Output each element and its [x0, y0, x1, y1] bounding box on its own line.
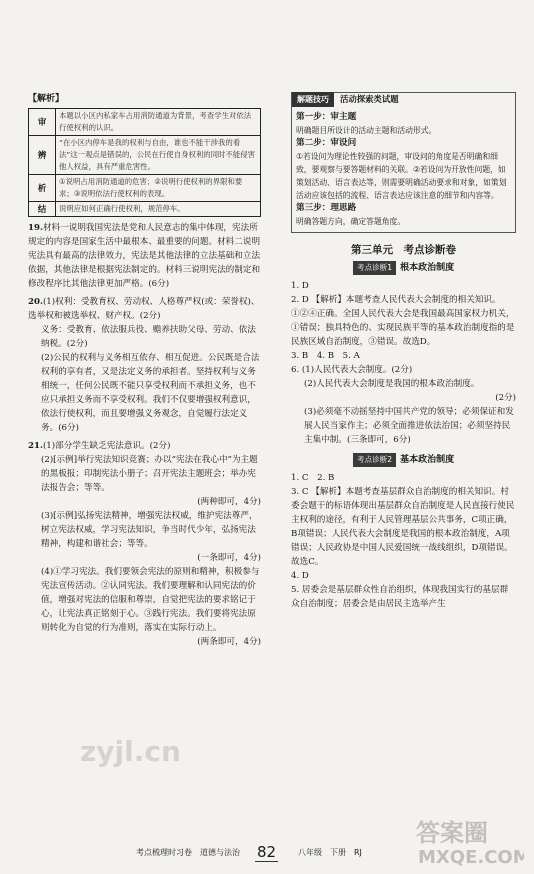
- answer-text: (4)①学习宪法。我们要领会宪法的原则和精神，积极参与宪法宣传活动。②认同宪法。我们要理解和认同宪法的价值，增强对宪法的信服和尊崇，自觉把宪法的要求铭记于心，让宪法真正铭刻于心。③践行宪法。我们要将宪法原则转化为自觉的行为准则，落实在实际行动上。: [41, 567, 260, 633]
- tip-tag: 解题技巧: [292, 92, 334, 107]
- tip-box: [291, 92, 516, 233]
- answer-text: 3. B 4. B 5. A: [291, 351, 360, 361]
- answer-text: 3. C 【解析】本题考查基层群众自治制度的相关知识。村委会题干的标语体现出基层群众自治制度是人民直接行使民主权利的途径，有利于人民管理基层公共事务，C项正确，B项错误；人民代表大会制度是我国的根本政治制度，A项错误；人民政协是中国人民爱国统一战线组织，D项错误。故选C。: [291, 487, 515, 567]
- section-tag: 考点诊断1: [353, 261, 396, 275]
- site-logo: [414, 815, 524, 870]
- section-title: 基本政治制度: [400, 455, 455, 465]
- table-value: 说明应如何正确行使权利，规范停车。: [56, 202, 261, 217]
- analysis-table: [28, 108, 261, 217]
- left-column: [28, 92, 261, 649]
- tip-title: 活动探索类试题: [340, 94, 399, 104]
- table-key: 结: [29, 202, 56, 217]
- table-value: “在小区内停车是我的权利与自由，谁也不能干涉我的看法”这一观点是错误的，公民在行使自身权利的同时不能侵害他人权益，具有严重危害性。: [56, 136, 261, 175]
- score-note: (一条即可，4分): [197, 553, 261, 563]
- answer-20: [28, 295, 261, 435]
- answer-text: 4. D: [291, 571, 309, 581]
- answer-text: (2)[示例]举行宪法知识竞赛；办以“宪法在我心中”为主题的黑板报；印制宪法小册子；召开宪法主题班会；举办宪法报告会；等等。: [41, 455, 258, 493]
- answer-text: 5. 居委会是基层群众性自治组织，体现我国实行的基层群众自治制度；居委会是由居民主选举产生: [291, 585, 509, 609]
- answer-19: [28, 221, 261, 291]
- svg-text:MXQE.COM: MXQE.COM: [418, 847, 524, 868]
- section-title: 根本政治制度: [400, 263, 455, 273]
- tip-step: 第二步：审设问: [296, 138, 357, 148]
- unit-title: 第三单元 考点诊断卷: [351, 244, 456, 256]
- answer-text: (3)[示例]弘扬宪法精神，增强宪法权威，维护宪法尊严，树立宪法权威，学习宪法知识，争当时代少年，弘扬宪法精神，构建和谐社会；等等。: [41, 511, 258, 549]
- footer-title: 考点梳理时习卷 道德与法治: [136, 848, 240, 857]
- score-note: (两条即可，4分): [197, 637, 261, 647]
- answer-21: [28, 439, 261, 649]
- tip-step: 第一步：审主题: [296, 112, 357, 122]
- score-note: (2分): [495, 393, 516, 403]
- answer-text: 义务：受教育、依法服兵役、赡养扶助父母、劳动、依法纳税。(2分): [41, 325, 256, 349]
- answer-text: (3)必须毫不动摇坚持中国共产党的领导；必须保证和发展人民当家作主；必须全面推进依法治国；必须坚持民主集中制。(三条即可，6分): [304, 407, 514, 445]
- tip-text: ①若设问为理论性较强的问题，审设问的角度是否明确和细致，要观察与要答题材料的关联。②若设问为开放性问题，如策划活动、语言表达等，则需要明确活动要求和对象，如策划活动应该包括的流程、语言表达应该注意的细节和内容等。: [296, 152, 507, 200]
- tip-step: 第三步：理思路: [296, 203, 357, 213]
- tip-text: 明确答题方向，确定答题角度。: [296, 217, 406, 226]
- table-key: 辨: [29, 136, 56, 175]
- watermark-text: zyjl.cn: [80, 735, 181, 768]
- question-number: 20.: [28, 297, 43, 307]
- table-value: 本题以小区内私家车占用消防通道为背景，考查学生对依法行使权利的认识。: [56, 109, 261, 136]
- table-key: 析: [29, 175, 56, 202]
- section-heading: [291, 261, 516, 275]
- answer-text: (2)公民的权利与义务相互依存、相互促进。公民既是合法权利的享有者，又是法定义务的承担者。坚持权利与义务相统一，任何公民既不能只享受权利而不承担义务，也不应只承担义务而不享受权利。我们不仅要增强权利意识，依法行使权利，而且要增强义务观念，自觉履行法定义务。(6分): [41, 353, 260, 433]
- answer-text: 1. D: [291, 281, 309, 291]
- table-row: [29, 202, 261, 217]
- answer-text: 1. C 2. B: [291, 473, 335, 483]
- question-number: 19.: [28, 223, 43, 233]
- question-number: 21.: [28, 441, 43, 451]
- svg-text:答案圈: 答案圈: [416, 819, 488, 847]
- footer-grade: 八年级 下册 RJ: [298, 848, 362, 857]
- analysis-title: 【解析】: [28, 94, 65, 104]
- section-heading: [291, 453, 516, 467]
- answer-text: 2. D 【解析】本题考查人民代表大会制度的相关知识。①②④正确。全国人民代表大会是我国最高国家权力机关，①错误；独具特色的、实现民族平等的基本政治制度指的是民族区域自治制度，③错误。故选D。: [291, 295, 515, 347]
- logo-graphic: [414, 815, 524, 870]
- tip-header: [292, 92, 515, 107]
- table-row: [29, 136, 261, 175]
- tip-text: 明确题目所设计的活动主题和活动形式。: [296, 126, 437, 135]
- table-row: [29, 109, 261, 136]
- answer-text: 材料一说明我国宪法是党和人民意志的集中体现，宪法所规定的内容是国家生活中最根本、最重要的问题。材料二说明宪法具有最高的法律效力，宪法是其他法律的立法基础和立法依据，其他法律是根据宪法制定的。材料三说明宪法的制定和修改程序比其他法律更加严格。(6分): [28, 223, 261, 289]
- answer-text: (1)部分学生缺乏宪法意识。(2分): [42, 441, 171, 451]
- table-value: ①说明占用消防通道的危害；②说明行使权利的界限和要求；③说明依法行使权利的表现。: [56, 175, 261, 202]
- section-tag: 考点诊断2: [353, 453, 396, 467]
- answer-text: 6. (1)人民代表大会制度。(2分): [291, 365, 413, 375]
- table-key: 审: [29, 109, 56, 136]
- table-row: [29, 175, 261, 202]
- answer-text: (2)人民代表大会制度是我国的根本政治制度。: [304, 379, 480, 389]
- score-note: (两种即可，4分): [197, 497, 261, 507]
- answer-text: (1)权利：受教育权、劳动权、人格尊严权(或：荣誉权)、选举权和被选举权、财产权。(2分): [28, 297, 260, 321]
- right-column: [291, 92, 516, 611]
- page-number: 82: [257, 843, 277, 861]
